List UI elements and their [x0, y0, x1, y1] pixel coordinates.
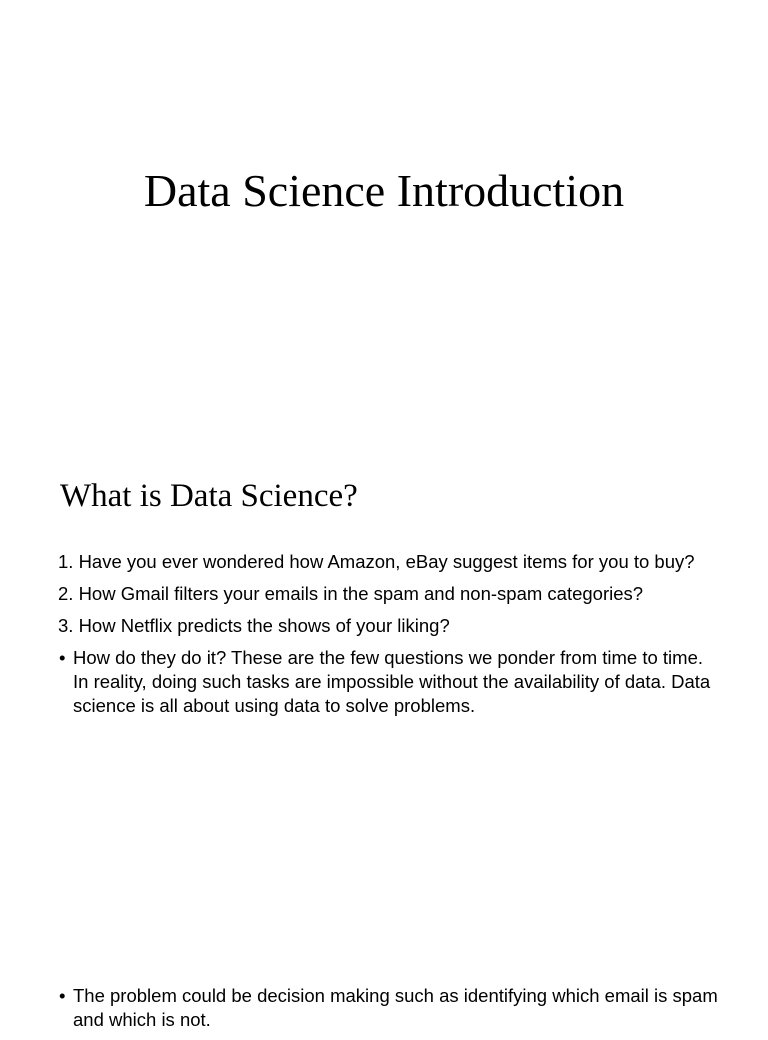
bullet-text: How do they do it? These are the few questions we ponder from time to time. In reality, doing such tasks are impossible without the availability of data. Data science is all about using data to solve problems. [73, 647, 711, 716]
bullet-text: The problem could be decision making such as identifying which email is spam and which is not. [73, 985, 718, 1030]
bullet-icon: • [59, 647, 66, 668]
bullet-icon: • [59, 985, 66, 1006]
numbered-item: 1. Have you ever wondered how Amazon, eBay suggest items for you to buy? [58, 551, 695, 572]
bullet-item [58, 984, 718, 1032]
slide-what-is-data-science [0, 432, 768, 1030]
slide-body-continued [58, 984, 718, 1040]
numbered-item: 2. How Gmail filters your emails in the spam and non-spam categories? [58, 583, 644, 604]
slide-title-page [0, 0, 768, 432]
numbered-item: 3. How Netflix predicts the shows of your liking? [58, 615, 450, 636]
slide-title: Data Science Introduction [143, 165, 625, 216]
section-heading: What is Data Science? [60, 478, 358, 514]
bullet-item [58, 646, 718, 718]
slide-body [58, 550, 718, 726]
